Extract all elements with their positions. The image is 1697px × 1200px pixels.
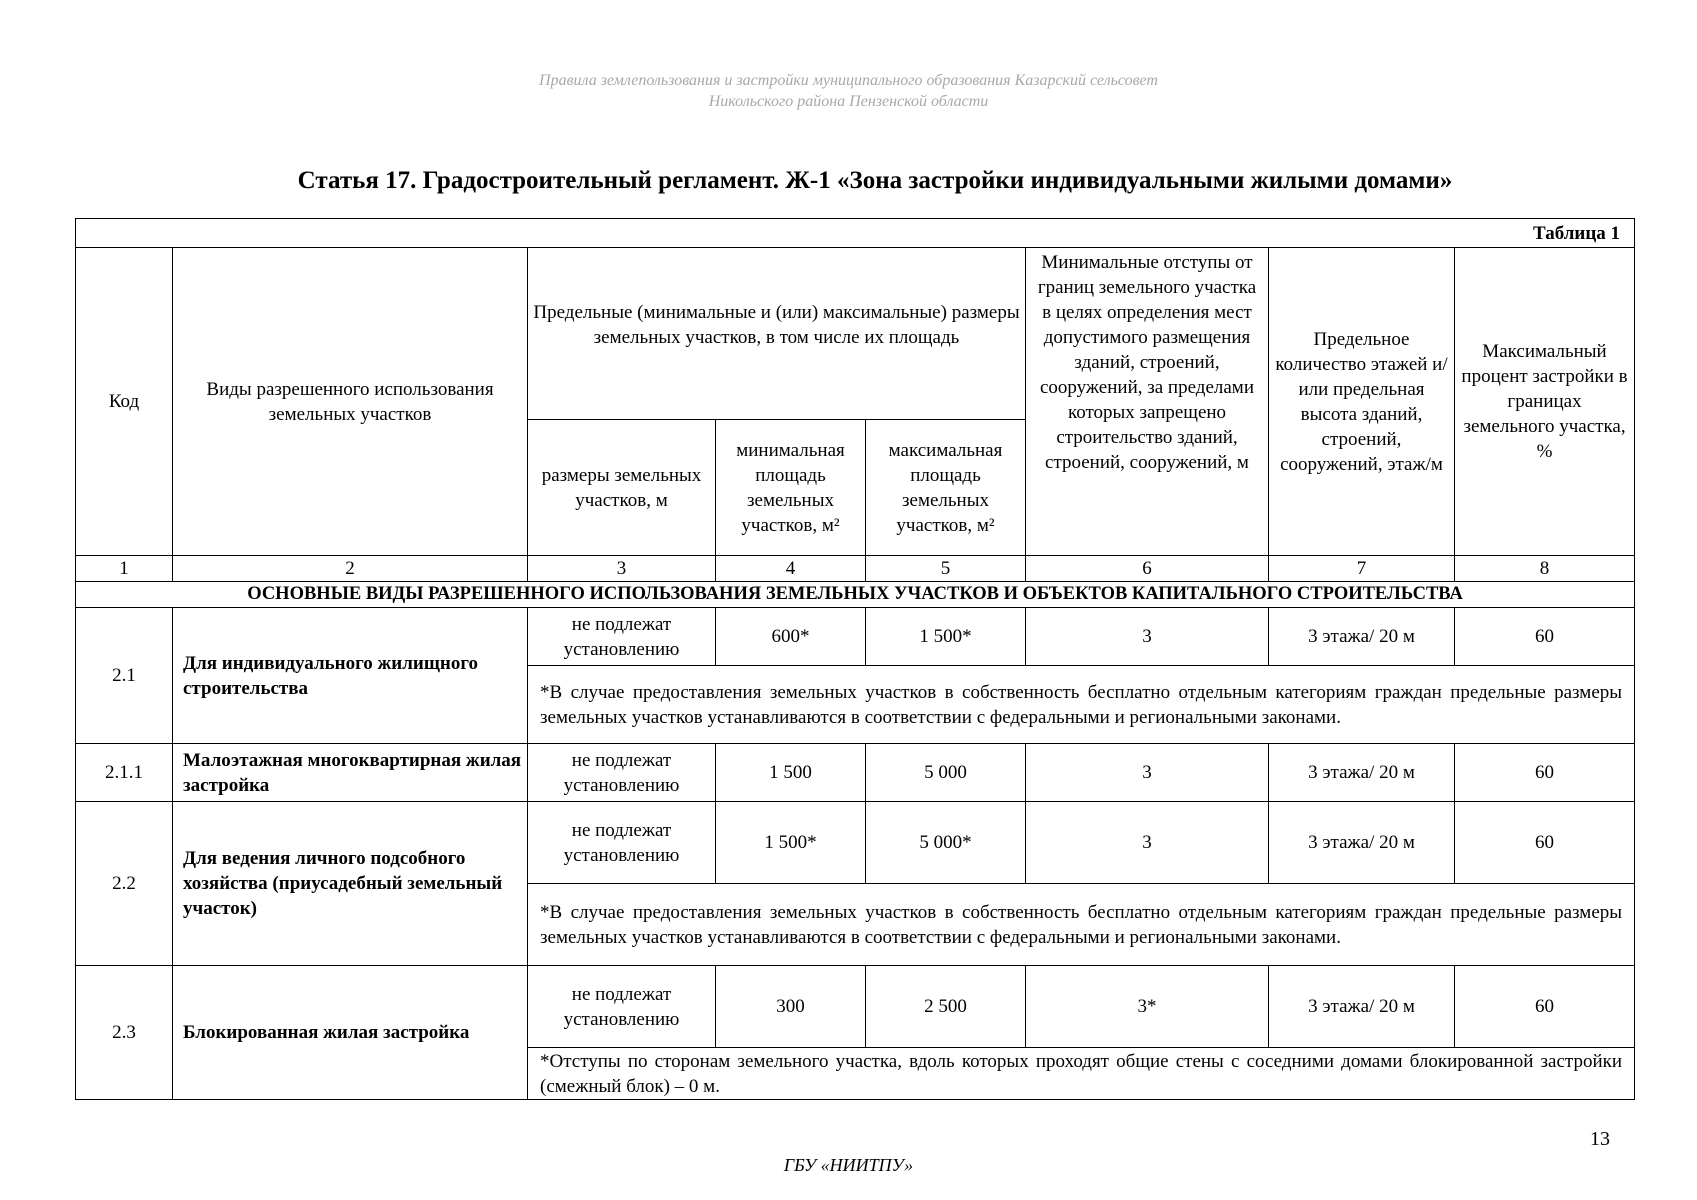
column-number: 4 <box>716 556 866 582</box>
table-row <box>76 608 1635 666</box>
table-row <box>76 744 1635 802</box>
row-floors: 3 этажа/ 20 м <box>1269 744 1455 802</box>
row-use-name: Малоэтажная многоквартирная жилая застройка <box>173 744 528 802</box>
footer-organization: ГБУ «НИИТПУ» <box>783 1155 914 1175</box>
regulation-table <box>75 218 1635 1100</box>
row-use-name: Для ведения личного подсобного хозяйства (приусадебный земельный участок) <box>173 802 528 966</box>
row-plot-size: не подлежат установлению <box>528 966 716 1048</box>
row-plot-size: не подлежат установлению <box>528 744 716 802</box>
column-number: 3 <box>528 556 716 582</box>
row-setback: 3 <box>1026 802 1269 884</box>
table-caption: Таблица 1 <box>76 219 1635 248</box>
row-min-area: 1 500* <box>716 802 866 884</box>
row-setback: 3 <box>1026 608 1269 666</box>
page-number: 13 <box>1590 1128 1610 1150</box>
header-use-type: Виды разрешенного использования земельных участков <box>173 248 528 556</box>
row-code: 2.2 <box>76 802 173 966</box>
header-code: Код <box>76 248 173 556</box>
column-numbers-row <box>76 556 1635 582</box>
row-code: 2.1.1 <box>76 744 173 802</box>
row-use-name: Для индивидуального жилищного строительства <box>173 608 528 744</box>
row-setback: 3* <box>1026 966 1269 1048</box>
row-plot-size: не подлежат установлению <box>528 802 716 884</box>
row-note: *В случае предоставления земельных участков в собственность бесплатно отдельным категориям граждан предельные размеры земельных участков устанавливаются в соответствии с федеральными и региональными законами. <box>528 884 1635 966</box>
section-title: ОСНОВНЫЕ ВИДЫ РАЗРЕШЕННОГО ИСПОЛЬЗОВАНИЯ ЗЕМЕЛЬНЫХ УЧАСТКОВ И ОБЪЕКТОВ КАПИТАЛЬНОГО СТРОИТЕЛЬСТВА <box>76 582 1635 608</box>
article-title: Статья 17. Градостроительный регламент. Ж-1 «Зона застройки индивидуальными жилыми домами» <box>297 167 1453 194</box>
running-header-line1: Правила землепользования и застройки муниципального образования Казарский сельсовет <box>539 72 1158 89</box>
row-min-area: 600* <box>716 608 866 666</box>
column-number: 8 <box>1455 556 1635 582</box>
column-number: 7 <box>1269 556 1455 582</box>
column-number: 1 <box>76 556 173 582</box>
running-header-line2: Никольского района Пензенской области <box>708 93 989 110</box>
row-max-area: 5 000* <box>866 802 1026 884</box>
row-min-area: 300 <box>716 966 866 1048</box>
row-setback: 3 <box>1026 744 1269 802</box>
row-code: 2.3 <box>76 966 173 1100</box>
row-coverage: 60 <box>1455 608 1635 666</box>
row-plot-size: не подлежат установлению <box>528 608 716 666</box>
row-coverage: 60 <box>1455 744 1635 802</box>
column-number: 6 <box>1026 556 1269 582</box>
header-min-area: минимальная площадь земельных участков, м² <box>716 420 866 556</box>
column-number: 5 <box>866 556 1026 582</box>
table-row <box>76 966 1635 1048</box>
row-floors: 3 этажа/ 20 м <box>1269 608 1455 666</box>
header-coverage: Максимальный процент застройки в границах земельного участка, % <box>1455 248 1635 556</box>
row-coverage: 60 <box>1455 802 1635 884</box>
header-max-area: максимальная площадь земельных участков, м² <box>866 420 1026 556</box>
row-floors: 3 этажа/ 20 м <box>1269 802 1455 884</box>
row-code: 2.1 <box>76 608 173 744</box>
header-setbacks: Минимальные отступы от границ земельного участка в целях определения мест допустимого размещения зданий, строений, сооружений, за пределами которых запрещено строительство зданий, строений, сооружений, м <box>1026 248 1269 556</box>
running-header <box>0 70 1697 112</box>
header-floors: Предельное количество этажей и/или предельная высота зданий, строений, сооружений, этаж/м <box>1269 248 1455 556</box>
row-use-name: Блокированная жилая застройка <box>173 966 528 1100</box>
row-note: *Отступы по сторонам земельного участка, вдоль которых проходят общие стены с соседними домами блокированной застройки (смежный блок) – 0 м. <box>528 1048 1635 1100</box>
row-coverage: 60 <box>1455 966 1635 1048</box>
header-size-limits: Предельные (минимальные и (или) максимальные) размеры земельных участков, в том числе их площадь <box>528 248 1026 420</box>
column-number: 2 <box>173 556 528 582</box>
table-row <box>76 802 1635 884</box>
row-max-area: 5 000 <box>866 744 1026 802</box>
row-max-area: 1 500* <box>866 608 1026 666</box>
row-max-area: 2 500 <box>866 966 1026 1048</box>
header-plot-sizes: размеры земельных участков, м <box>528 420 716 556</box>
row-floors: 3 этажа/ 20 м <box>1269 966 1455 1048</box>
row-min-area: 1 500 <box>716 744 866 802</box>
row-note: *В случае предоставления земельных участков в собственность бесплатно отдельным категориям граждан предельные размеры земельных участков устанавливаются в соответствии с федеральными и региональными законами. <box>528 666 1635 744</box>
